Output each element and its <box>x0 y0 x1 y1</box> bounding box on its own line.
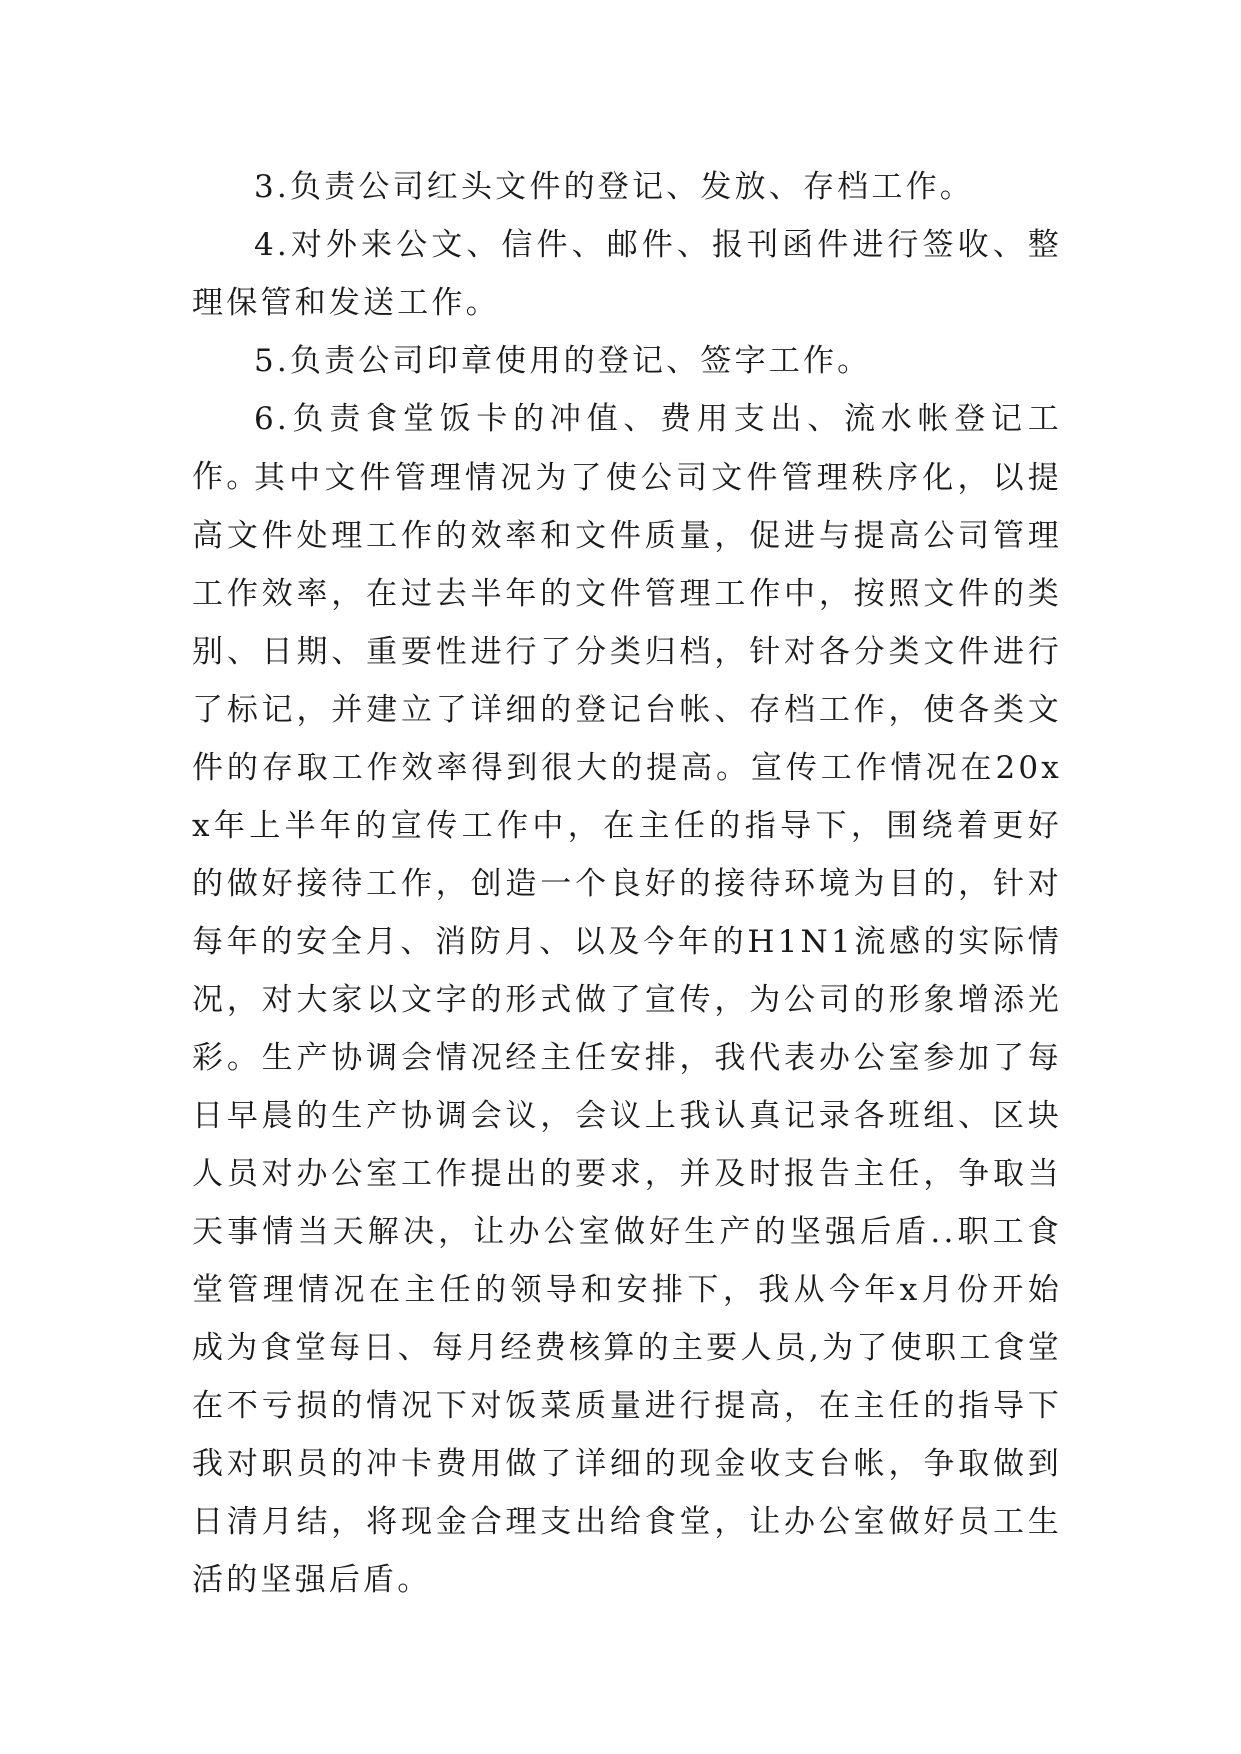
body-paragraph: 其中文件管理情况为了使公司文件管理秩序化，以提高文件处理工作的效率和文件质量，促进与提高公司管理工作效率，在过去半年的文件管理工作中，按照文件的类别、日期、重要性进行了分类归档，针对各分类文件进行了标记，并建立了详细的登记台帐、存档工作，使各类文件的存取工作效率得到很大的提高。宣传工作情况在20xx年上半年的宣传工作中，在主任的指导下，围绕着更好的做好接待工作，创造一个良好的接待环境为目的，针对每年的安全月、消防月、以及今年的H1N1流感的实际情况，对大家以文字的形式做了宣传，为公司的形象增添光彩。生产协调会情况经主任安排，我代表办公室参加了每日早晨的生产协调会议，会议上我认真记录各班组、区块人员对办公室工作提出的要求，并及时报告主任，争取当天事情当天解决，让办公室做好生产的坚强后盾..职工食堂管理情况在主任的领导和安排下，我从今年x月份开始成为食堂每日、每月经费核算的主要人员,为了使职工食堂在不亏损的情况下对饭菜质量进行提高，在主任的指导下我对职员的冲卡费用做了详细的现金收支台帐，争取做到日清月结，将现金合理支出给食堂，让办公室做好员工生活的坚强后盾。 <box>192 460 1062 1598</box>
body-text <box>192 449 1062 1609</box>
list-item: 5.负责公司印章使用的登记、签字工作。 <box>254 343 872 379</box>
list-item: 6.负责食堂饭卡的冲值、费用支出、流水帐登记工作。 <box>192 401 1062 495</box>
list-item: 4.对外来公文、信件、邮件、报刊函件进行签收、整理保管和发送工作。 <box>192 227 1062 321</box>
list-item: 3.负责公司红头文件的登记、发放、存档工作。 <box>254 169 974 205</box>
